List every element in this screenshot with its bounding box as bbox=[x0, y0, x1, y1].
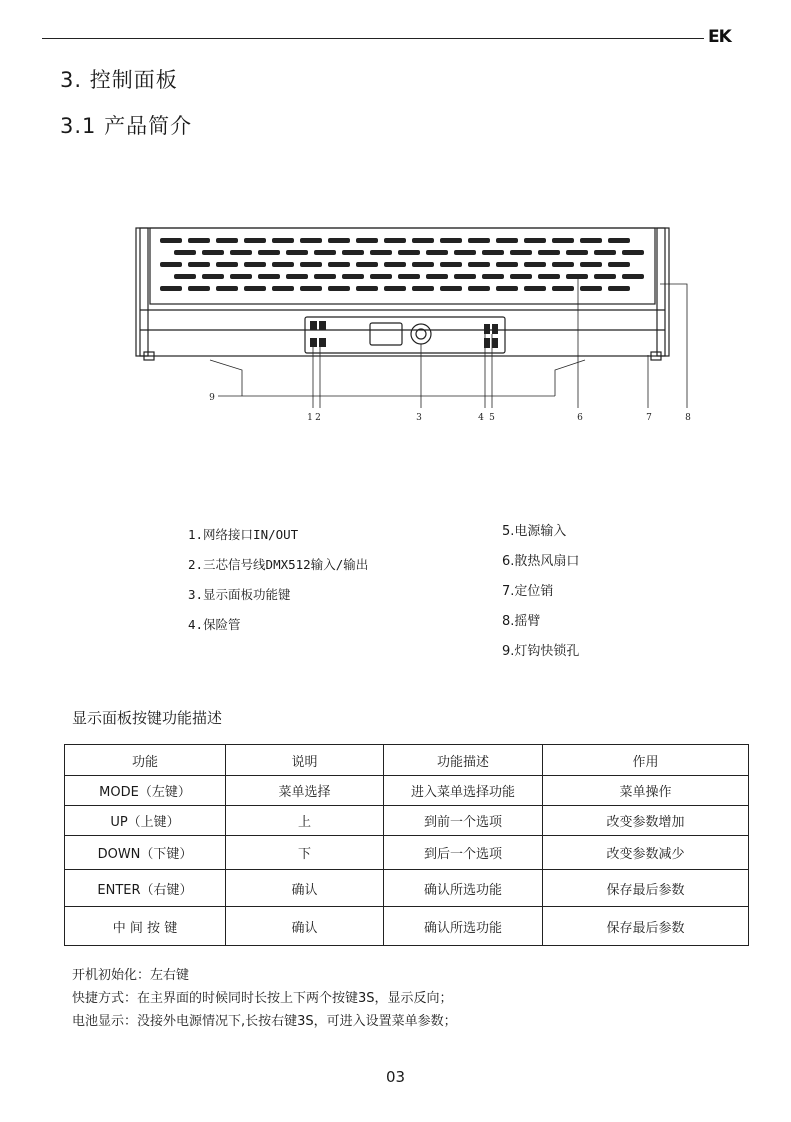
table-cell: MODE（左键） bbox=[65, 776, 226, 806]
table-cell: 改变参数增加 bbox=[543, 806, 749, 836]
table-cell: 保存最后参数 bbox=[543, 907, 749, 946]
subsection-title: 3.1 产品简介 bbox=[60, 114, 193, 138]
legend-item: 5.电源输入 bbox=[502, 524, 567, 539]
table-cell: 确认所选功能 bbox=[384, 870, 543, 907]
table-header: 功能描述 bbox=[384, 745, 543, 776]
brand-logo: EK bbox=[708, 27, 731, 47]
header-rule bbox=[42, 38, 704, 39]
table-cell: 确认 bbox=[226, 907, 384, 946]
note-line: 开机初始化：左右键 bbox=[72, 968, 190, 983]
table-cell: 到后一个选项 bbox=[384, 836, 543, 870]
legend-item: 8.摇臂 bbox=[502, 614, 541, 629]
table-row bbox=[65, 870, 749, 907]
section-title: 3. 控制面板 bbox=[60, 68, 178, 92]
page-number: 03 bbox=[385, 1068, 406, 1086]
table-header-row bbox=[65, 745, 749, 776]
table-cell: 进入菜单选择功能 bbox=[384, 776, 543, 806]
legend-item: 7.定位销 bbox=[502, 584, 554, 599]
legend-left bbox=[188, 520, 368, 640]
table-header: 作用 bbox=[543, 745, 749, 776]
table-cell: UP（上键） bbox=[65, 806, 226, 836]
table-cell: ENTER（右键） bbox=[65, 870, 226, 907]
callout-5: 5 bbox=[489, 413, 495, 423]
table-row bbox=[65, 806, 749, 836]
table-row bbox=[65, 776, 749, 806]
legend-right bbox=[502, 517, 579, 667]
legend-item: 1.网络接口IN/OUT bbox=[188, 527, 299, 542]
callout-3: 3 bbox=[416, 413, 422, 423]
table-cell: 改变参数减少 bbox=[543, 836, 749, 870]
table-cell: 下 bbox=[226, 836, 384, 870]
table-header: 说明 bbox=[226, 745, 384, 776]
legend-item: 4.保险管 bbox=[188, 617, 241, 632]
product-diagram bbox=[130, 220, 700, 430]
usage-notes bbox=[72, 964, 457, 1033]
callout-6: 6 bbox=[577, 413, 583, 423]
callout-4: 4 bbox=[478, 413, 484, 423]
table-row bbox=[65, 836, 749, 870]
note-line: 电池显示：没接外电源情况下,长按右键3S，可进入设置菜单参数； bbox=[72, 1014, 457, 1029]
callout-2: 2 bbox=[315, 413, 321, 423]
table-cell: 保存最后参数 bbox=[543, 870, 749, 907]
table-cell: 到前一个选项 bbox=[384, 806, 543, 836]
table-cell: 确认 bbox=[226, 870, 384, 907]
table-header: 功能 bbox=[65, 745, 226, 776]
vent-grille bbox=[160, 238, 644, 291]
callout-7: 7 bbox=[646, 413, 652, 423]
table-cell: DOWN（下键） bbox=[65, 836, 226, 870]
table-cell: 菜单操作 bbox=[543, 776, 749, 806]
note-line: 快捷方式：在主界面的时候同时长按上下两个按键3S，显示反向； bbox=[72, 991, 453, 1006]
legend-item: 9.灯钩快锁孔 bbox=[502, 644, 580, 659]
callout-8: 8 bbox=[685, 413, 691, 423]
legend-item: 3.显示面板功能键 bbox=[188, 587, 291, 602]
fixture-body bbox=[136, 228, 669, 360]
table-row bbox=[65, 907, 749, 946]
connectors bbox=[310, 321, 498, 348]
leader-lines bbox=[210, 274, 687, 408]
legend-item: 2.三芯信号线DMX512输入/输出 bbox=[188, 557, 369, 572]
table-cell: 上 bbox=[226, 806, 384, 836]
table-title: 显示面板按键功能描述 bbox=[72, 709, 223, 727]
callout-9: 9 bbox=[209, 393, 215, 403]
table-cell: 确认所选功能 bbox=[384, 907, 543, 946]
table-cell: 中 间 按 键 bbox=[65, 907, 226, 946]
legend-item: 6.散热风扇口 bbox=[502, 554, 580, 569]
table-cell: 菜单选择 bbox=[226, 776, 384, 806]
callout-numbers bbox=[209, 393, 691, 423]
callout-1: 1 bbox=[307, 413, 313, 423]
button-function-table bbox=[64, 744, 749, 946]
